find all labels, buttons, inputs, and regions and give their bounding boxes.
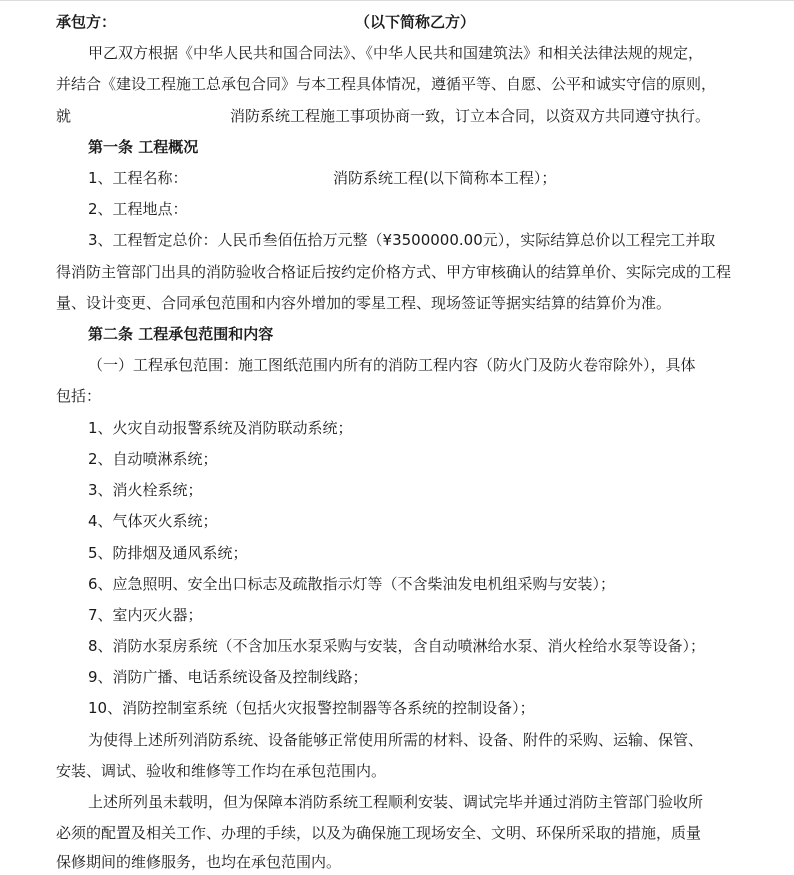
paragraph-2-line-1: 上述所列虽未载明，但为保障本消防系统工程顺利安装、调试完毕并通过消防主管部门验收所 xyxy=(88,793,704,811)
article-1-item-2-label: 2、工程地点： xyxy=(88,200,188,218)
preamble-line-3-rest: 消防系统工程施工事项协商一致，订立本合同，以资双方共同遵守执行。 xyxy=(230,107,711,125)
article-2-scope-line-1: （一）工程承包范围：施工图纸范围内所有的消防工程内容（防火门及防火卷帘除外），具体 xyxy=(88,356,696,374)
scope-item-7: 7、室内灭火器； xyxy=(88,606,203,624)
scope-item-2: 2、自动喷淋系统； xyxy=(88,450,218,468)
article-2-title: 第二条 工程承包范围和内容 xyxy=(88,325,274,343)
paragraph-2-line-2: 必须的配置及相关工作、办理的手续，以及为确保施工现场安全、文明、环保所采取的措施，质量 xyxy=(56,824,702,842)
scope-item-3: 3、消火栓系统； xyxy=(88,481,203,499)
scope-item-4: 4、气体灭火系统； xyxy=(88,512,218,530)
preamble-line-2: 并结合《建设工程施工总承包合同》与本工程具体情况，遵循平等、自愿、公平和诚实守信的原则， xyxy=(56,75,717,93)
scope-item-6: 6、应急照明、安全出口标志及疏散指示灯等（不含柴油发电机组采购与安装）； xyxy=(88,575,616,593)
paragraph-1-line-2: 安装、调试、验收和维修等工作均在承包范围内。 xyxy=(56,762,387,780)
preamble-line-3-prefix: 就 xyxy=(56,107,72,125)
scope-item-5: 5、防排烟及通风系统； xyxy=(88,544,248,562)
paragraph-2-line-3: 保修期间的维修服务，也均在承包范围内。 xyxy=(56,853,342,871)
article-1-item-1-value: 消防系统工程(以下简称本工程）； xyxy=(333,169,557,187)
party-b-label: 承包方： xyxy=(56,13,117,31)
paragraph-1-line-1: 为使得上述所列消防系统、设备能够正常使用所需的材料、设备、附件的采购、运输、保管、 xyxy=(88,731,704,749)
scope-item-8: 8、消防水泵房系统（不含加压水泵采购与安装，含自动喷淋给水泵、消火栓给水泵等设备）； xyxy=(88,637,706,655)
article-1-item-3-line-3: 量、设计变更、合同承包范围和内容外增加的零星工程、现场签证等据实结算的结算价为准。 xyxy=(56,294,672,312)
article-1-item-3-line-2: 得消防主管部门出具的消防验收合格证后按约定价格方式、甲方审核确认的结算单价、实际完成的工程 xyxy=(56,263,732,281)
scope-item-9: 9、消防广播、电话系统设备及控制线路； xyxy=(88,668,368,686)
article-2-scope-line-2: 包括： xyxy=(56,387,102,405)
preamble-line-1: 甲乙双方根据《中华人民共和国合同法》、《中华人民共和国建筑法》和相关法律法规的规定， xyxy=(88,44,704,62)
scope-item-10: 10、消防控制室系统（包括火灾报警控制器等各系统的控制设备）； xyxy=(88,699,535,717)
article-1-item-3-line-1: 3、工程暂定总价：人民币叁佰伍拾万元整（¥3500000.00元），实际结算总价以工程完工并取 xyxy=(88,231,716,249)
article-1-title: 第一条 工程概况 xyxy=(88,138,199,156)
scope-item-1: 1、火灾自动报警系统及消防联动系统； xyxy=(88,419,353,437)
article-1-item-1-label: 1、工程名称： xyxy=(88,169,188,187)
page-top-border xyxy=(0,0,794,1)
party-b-alias: （以下简称乙方） xyxy=(355,13,476,31)
